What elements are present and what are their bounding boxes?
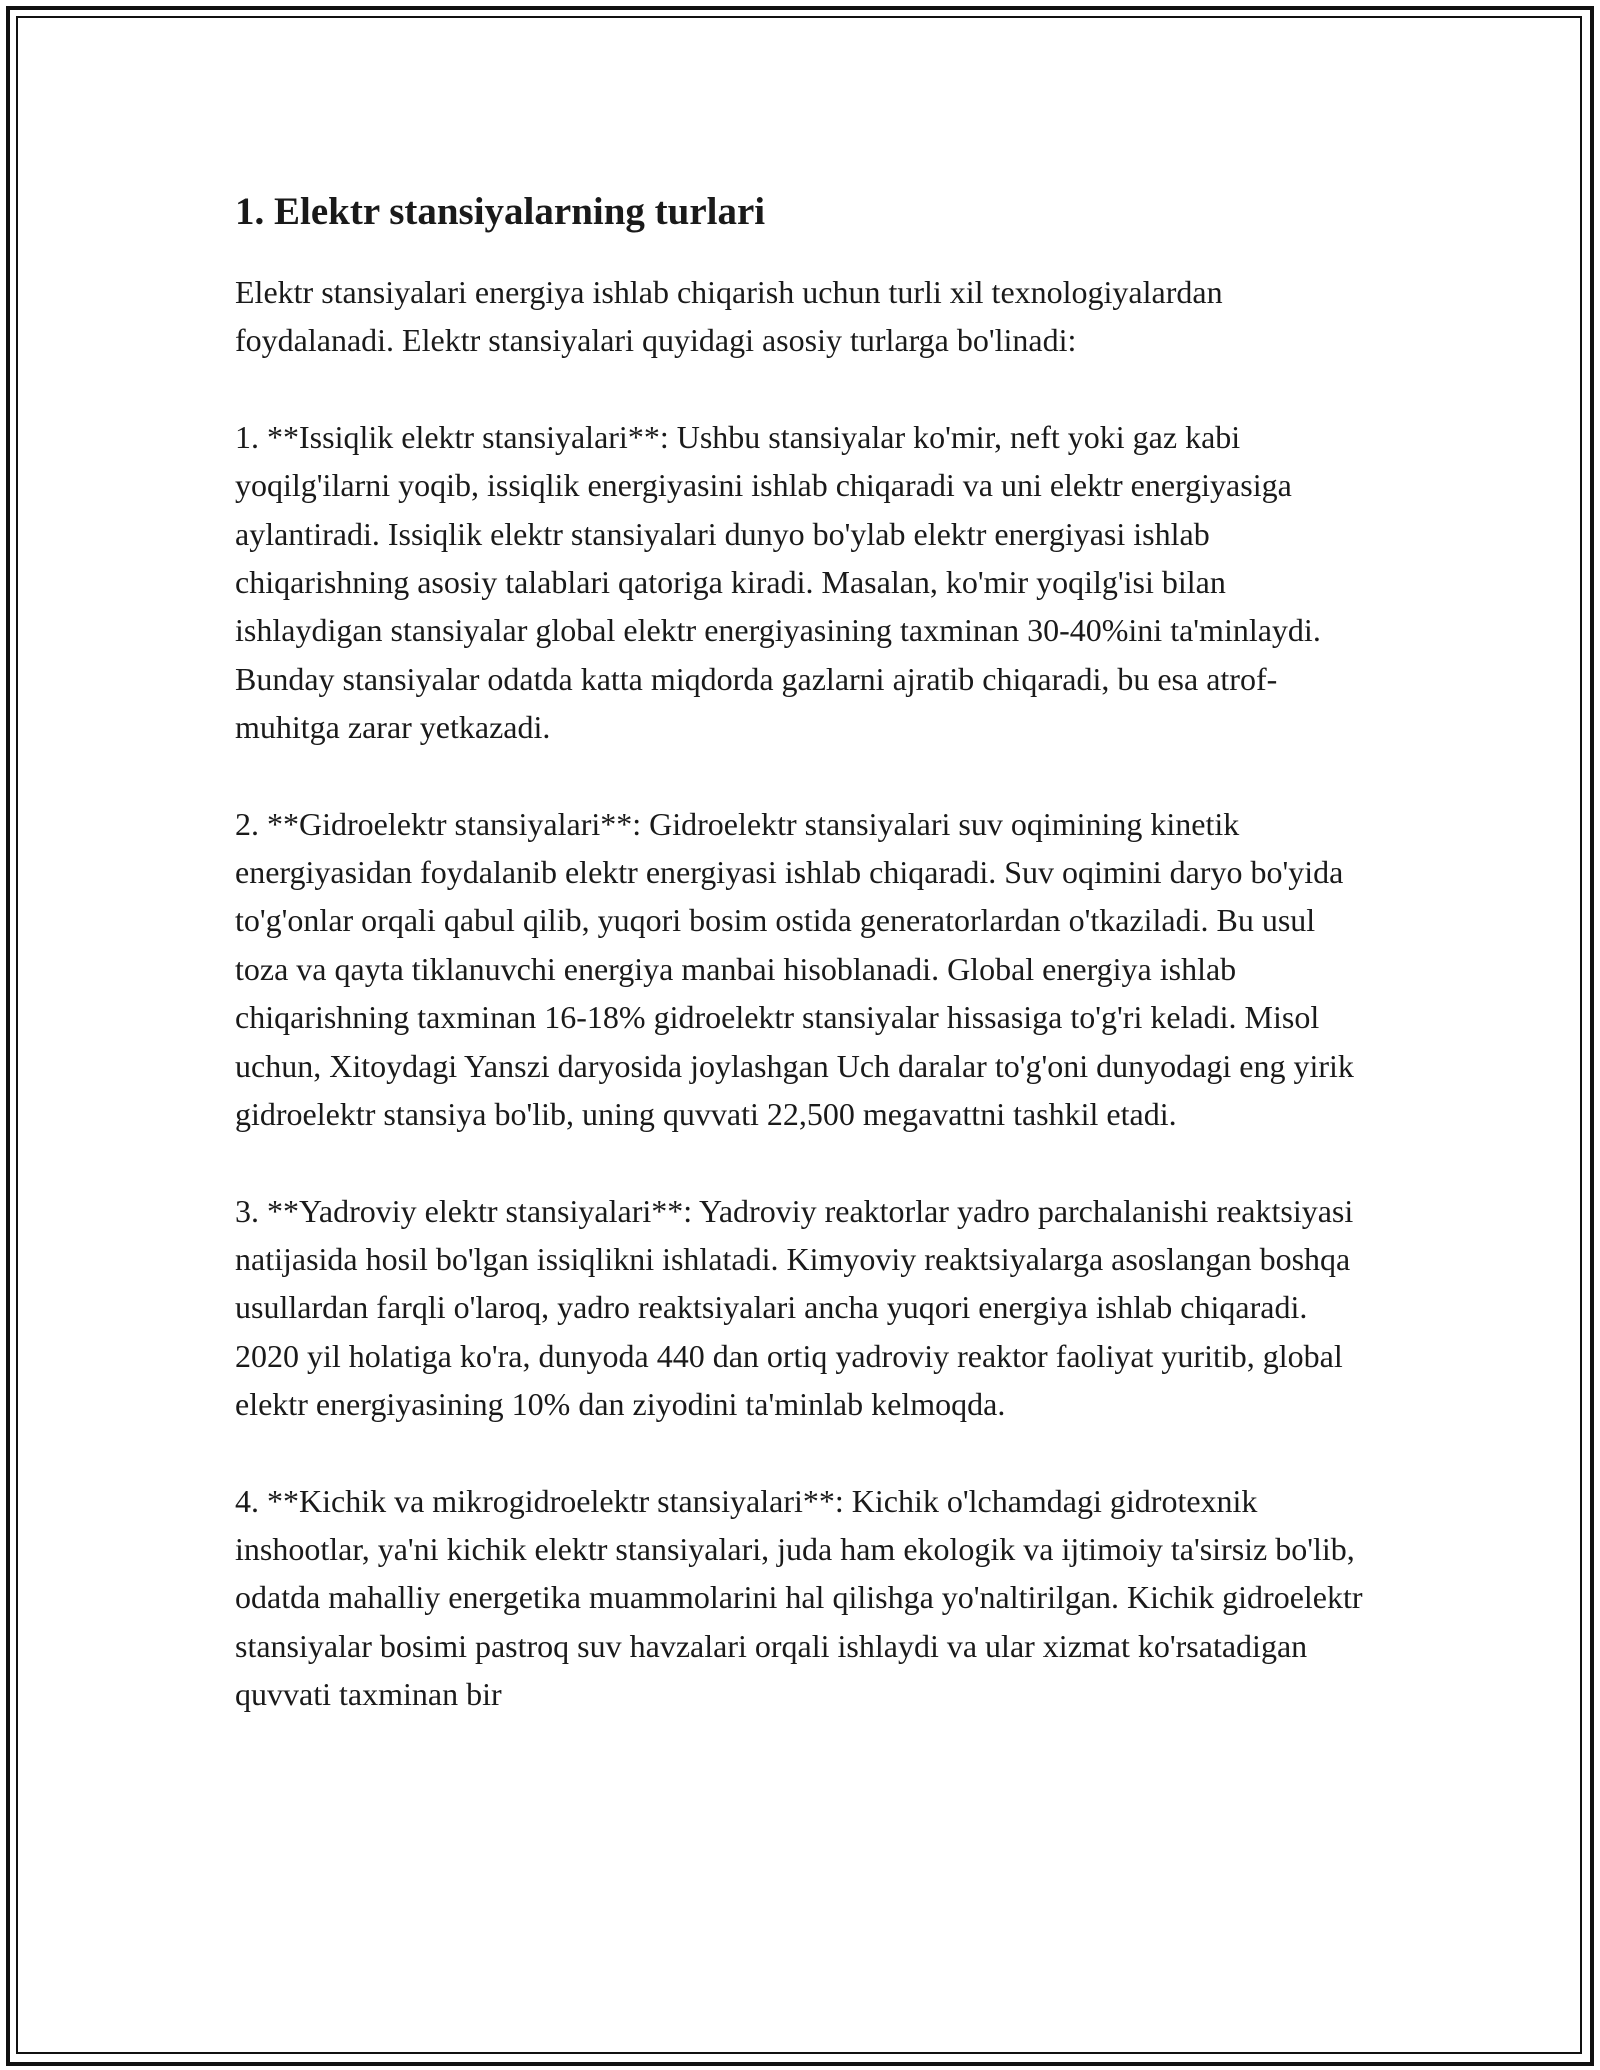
list-item-thermal-plants: 1. **Issiqlik elektr stansiyalari**: Ushbu stansiyalar ko'mir, neft yoki gaz kabi yoqilg'ilarni yoqib, issiqlik energiyasini ishlab chiqaradi va uni elektr energiyasiga aylantiradi. Issiqlik elektr stansiyalari dunyo bo'ylab elektr energiyasi ishlab chiqarishning asosiy talablari qatoriga kiradi. Masalan, ko'mir yoqilg'isi bilan ishlaydigan stansiyalar global elektr energiyasining taxminan 30-40%ini ta'minlaydi. Bunday stansiyalar odatda katta miqdorda gazlarni ajratib chiqaradi, bu esa atrof-muhitga zarar yetkazadi. bbox=[235, 418, 1321, 746]
list-item-nuclear-plants: 3. **Yadroviy elektr stansiyalari**: Yadroviy reaktorlar yadro parchalanishi reaktsiyasi natijasida hosil bo'lgan issiqlikni ishlatadi. Kimyoviy reaktsiyalarga asoslangan boshqa usullardan farqli o'laroq, yadro reaktsiyalari ancha yuqori energiya ishlab chiqaradi. 2020 yil holatiga ko'ra, dunyoda 440 dan ortiq yadroviy reaktor faoliyat yuritib, global elektr energiyasining 10% dan ziyodini ta'minlab kelmoqda. bbox=[235, 1192, 1354, 1423]
list-item-small-hydro-plants: 4. **Kichik va mikrogidroelektr stansiyalari**: Kichik o'lchamdagi gidrotexnik inshootlar, ya'ni kichik elektr stansiyalari, juda ham ekologik va ijtimoiy ta'sirsiz bo'lib, odatda mahalliy energetika muammolarini hal qilishga yo'naltirilgan. Kichik gidroelektr stansiyalar bosimi pastroq suv havzalari orqali ishlaydi va ular xizmat ko'rsatadigan quvvati taxminan bir bbox=[235, 1482, 1363, 1713]
section-heading: 1. Elektr stansiyalarning turlari bbox=[235, 190, 766, 233]
list-item-hydro-plants: 2. **Gidroelektr stansiyalari**: Gidroelektr stansiyalari suv oqimining kinetik energiyasidan foydalanib elektr energiyasi ishlab chiqaradi. Suv oqimini daryo bo'yida to'g'onlar orqali qabul qilib, yuqori bosim ostida generatorlardan o'tkaziladi. Bu usul toza va qayta tiklanuvchi energiya manbai hisoblanadi. Global energiya ishlab chiqarishning taxminan 16-18% gidroelektr stansiyalar hissasiga to'g'ri keladi. Misol uchun, Xitoydagi Yanszi daryosida joylashgan Uch daralar to'g'oni dunyodagi eng yirik gidroelektr stansiya bo'lib, uning quvvati 22,500 megavattni tashkil etadi. bbox=[235, 805, 1354, 1133]
intro-paragraph: Elektr stansiyalari energiya ishlab chiqarish uchun turli xil texnologiyalardan foydalanadi. Elektr stansiyalari quyidagi asosiy turlarga bo'linadi: bbox=[235, 274, 1223, 359]
document-body bbox=[235, 186, 1365, 1767]
